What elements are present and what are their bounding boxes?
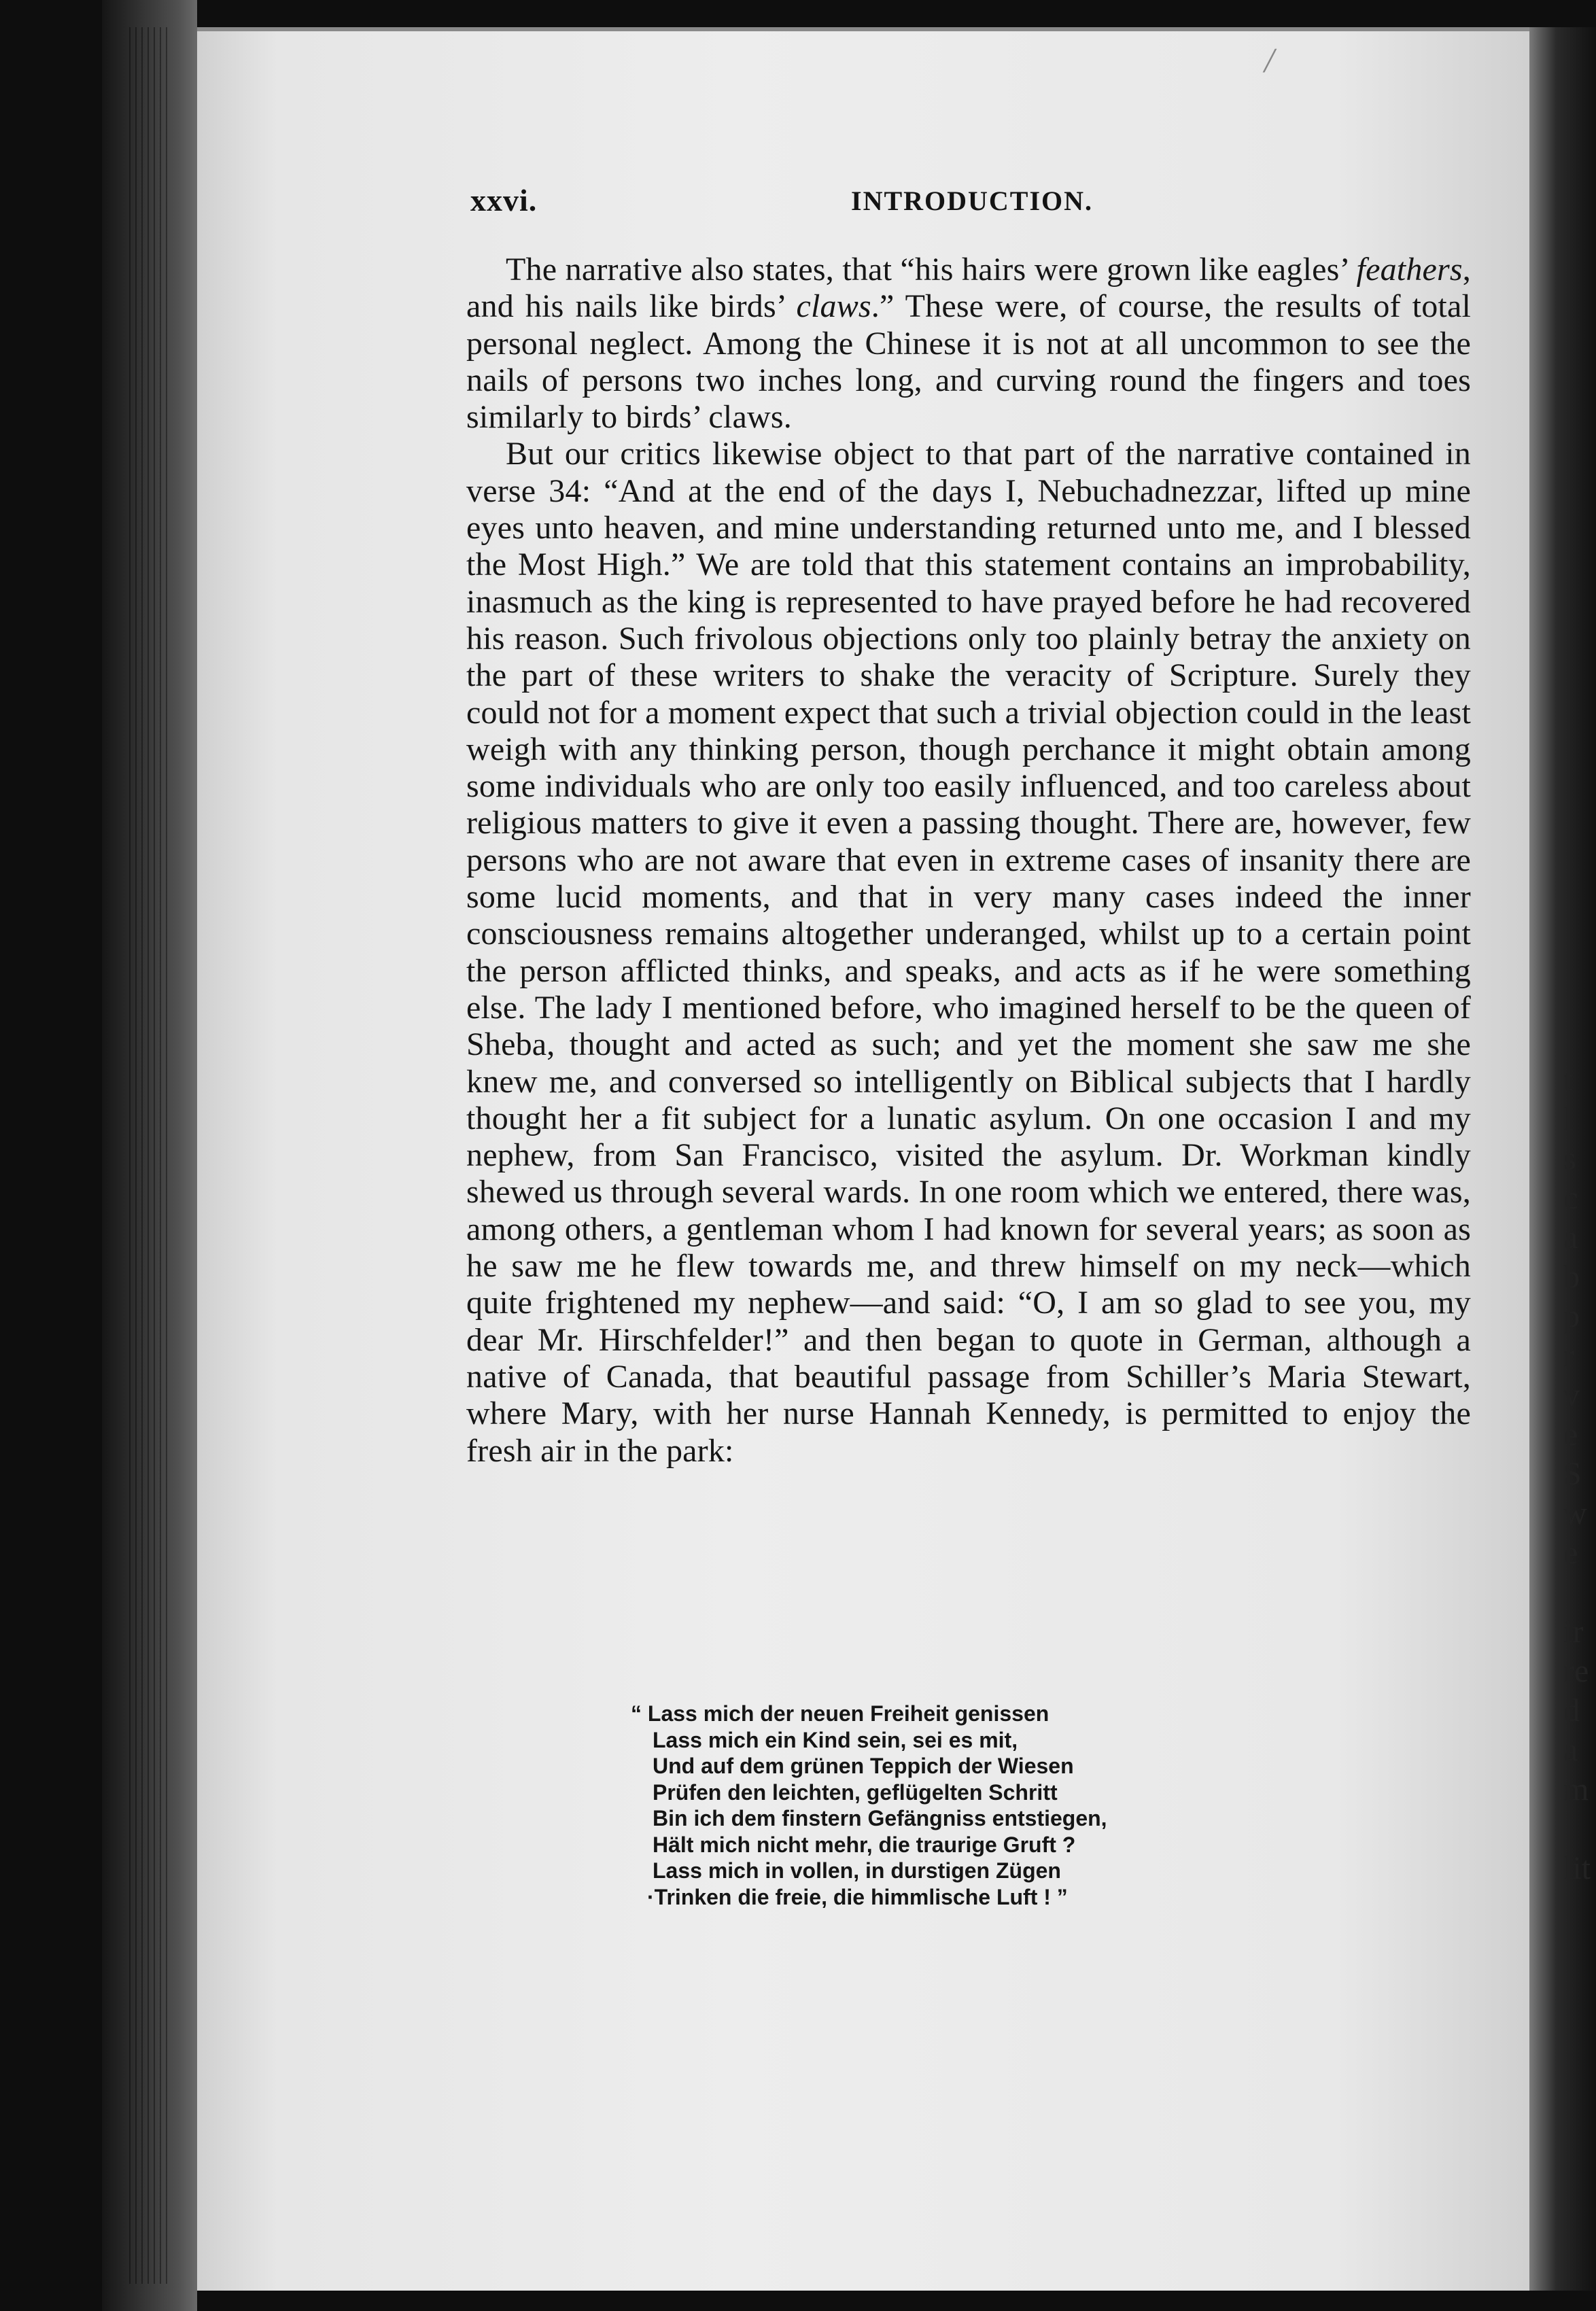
poem-line: “ Lass mich der neuen Freiheit genissen	[631, 1701, 1049, 1726]
poem-line: ·Trinken die freie, die himmlische Luft ! ”	[647, 1884, 1068, 1909]
facing-page-letter: a	[1563, 1219, 1578, 1255]
facing-page-letter	[1563, 1809, 1596, 1849]
emphasis-feathers: feathers	[1356, 251, 1463, 288]
facing-page-letter: s	[1563, 1141, 1576, 1177]
quoted-poem	[631, 1701, 1297, 1910]
facing-page-letter: p	[1563, 1298, 1580, 1334]
page-number: xxvi.	[470, 183, 538, 218]
poem-line: Lass mich ein Kind sein, sei es mit,	[653, 1727, 1018, 1752]
facing-page-edge-text	[1563, 1060, 1596, 2093]
facing-page-letter: l	[1563, 1101, 1573, 1137]
facing-page-letter: e	[1563, 1417, 1578, 1453]
paragraph-1	[466, 251, 1471, 436]
facing-page-letter: w	[1563, 1495, 1587, 1531]
body-text	[466, 251, 1471, 1470]
page-header	[470, 182, 1470, 223]
facing-page-letter: c	[1563, 1180, 1578, 1216]
poem-line: Bin ich dem finstern Gefängniss entstiegen,	[653, 1806, 1107, 1830]
facing-page-letter: re	[1563, 1653, 1589, 1689]
facing-page-letter: d	[1563, 1692, 1580, 1728]
facing-page-letter: v	[1563, 1377, 1580, 1413]
paragraph-1-text-a: The narrative also states, that “his hairs were grown like eagles’	[506, 251, 1357, 288]
facing-page-letter: a	[1563, 1732, 1578, 1768]
facing-page-letter: t	[1563, 1062, 1573, 1098]
paragraph-2: But our critics likewise object to that part of the narrative contained in verse 34: “And at the end of the days I, Nebuchadnezzar, lifted up mine eyes unto heaven, and mine understanding returned unto me, and I blessed the Most High.” We are told that this statement contains an improbability, inasmuch as the king is represented to have prayed before he had recovered his reason. Such frivolous objections only too plainly betray the anxiety on the part of these writers to shake the veracity of Scripture. Surely they could not for a moment expect that such a trivial objection could in the least weigh with any thinking person, though perchance it might obtain among some individuals who are only too easily influenced, and too careless about religious matters to give it even a passing thought. There are, however, few persons who are not aware that even in extreme cases of insanity there are some lucid moments, and that in very many cases indeed the inner consciousness remains altogether underanged, whilst up to a certain point the person afflicted thinks, and speaks, and acts as if he were something else. The lady I mentioned before, who imagined herself to be the queen of Sheba, thought and acted as such; and yet the moment she saw me she knew me, and conversed so intelligently on Biblical subjects that I hardly thought her a fit subject for a lunatic asylum. On one occasion I and my nephew, from San Francisco, visited the asylum. Dr. Workman kindly shewed us through several wards. In one room which we entered, there was, among others, a gentleman whom I had known for several years; as soon as he saw me he flew towards me, and threw himself on my neck—which quite frightened my nephew—and said: “O, I am so glad to see you, my dear Mr. Hirschfelder!” and then began to quote in German, although a native of Canada, that beautiful passage from Schiller’s Maria Stewart, where Mary, with her nurse Hannah Kennedy, is permitted to enjoy the fresh air in the park:	[466, 436, 1471, 1469]
poem-line: Und auf dem grünen Teppich der Wiesen	[653, 1754, 1074, 1778]
running-head: INTRODUCTION.	[851, 186, 1094, 216]
paragraph-1-text-b: , and his nails like birds’	[466, 251, 1471, 325]
facing-page-letter: e	[1563, 1535, 1578, 1571]
facing-page-letter: ir	[1563, 1614, 1584, 1650]
facing-page-letter: S	[1563, 1456, 1582, 1492]
facing-page-letter: m	[1563, 1771, 1589, 1807]
poem-line: Hält mich nicht mehr, die traurige Gruft ?	[653, 1832, 1076, 1857]
page-stack-edges	[129, 27, 170, 2284]
paragraph-1-text-c: .” These were, of course, the results of total personal neglect. Among the Chinese it is not at all uncommon to see the nails of persons two inches long, and curving round the fingers and toes similarly to birds’ claws.	[466, 288, 1471, 436]
poem-line: Prüfen den leichten, geflügelten Schritt	[653, 1779, 1058, 1805]
facing-page-letter: lit	[1563, 1850, 1591, 1886]
facing-page-letter: r	[1563, 1338, 1574, 1374]
poem-line: Lass mich in vollen, in durstigen Zügen	[653, 1858, 1061, 1883]
pencil-mark: /	[1264, 41, 1274, 80]
emphasis-claws: claws	[796, 288, 871, 325]
facing-page-letter: b	[1563, 1259, 1580, 1295]
facing-page-letter	[1563, 1573, 1596, 1612]
